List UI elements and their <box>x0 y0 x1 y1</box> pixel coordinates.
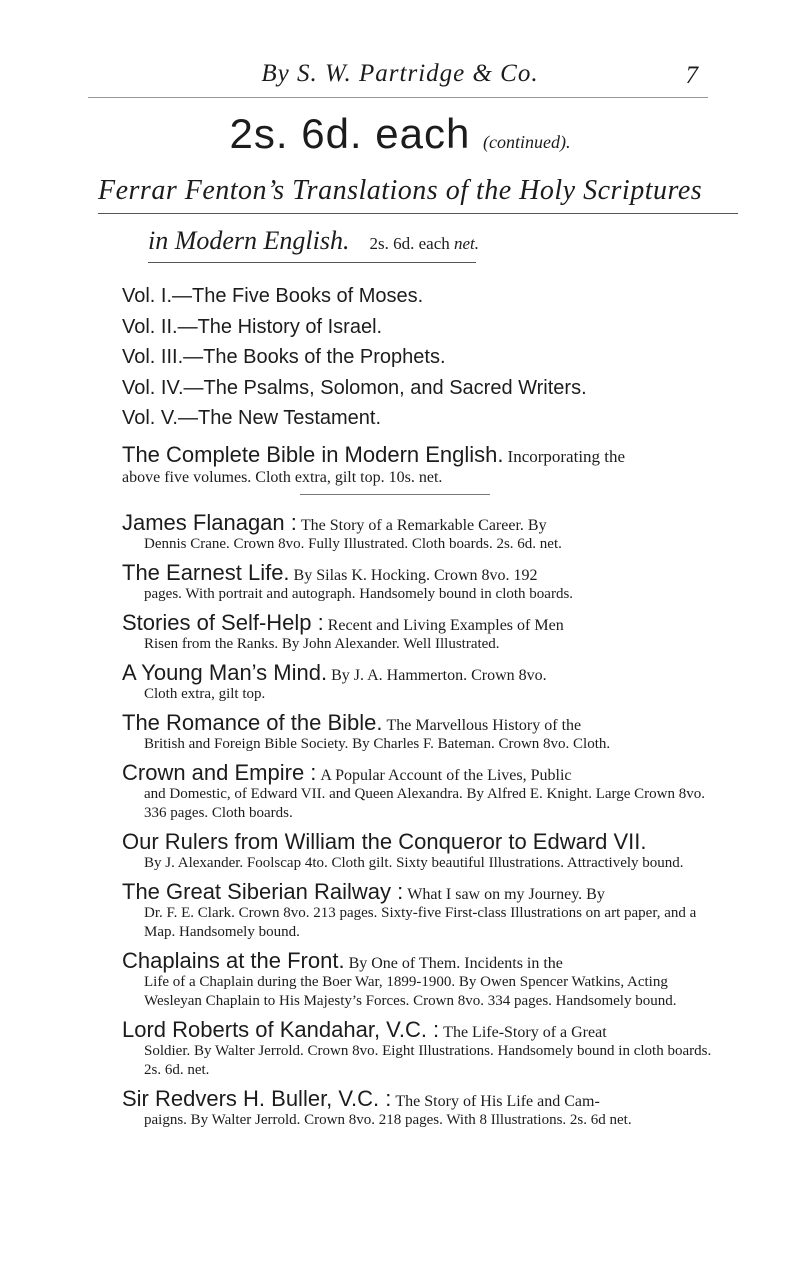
entry-description: paigns. By Walter Jerrold. Crown 8vo. 218 pages. With 8 Illustrations. 2s. 6d net. <box>144 1112 632 1128</box>
entry-heading-rest: The Marvellous History of the <box>386 717 582 734</box>
entry-heading-rest: By J. A. Hammerton. Crown 8vo. <box>331 667 547 684</box>
entry-heading-rest: By One of Them. Incidents in the <box>348 955 563 972</box>
entry-heading-rest: By Silas K. Hocking. Crown 8vo. 192 <box>293 567 538 584</box>
series-price <box>370 234 480 253</box>
volume-item: Vol. IV.—The Psalms, Solomon, and Sacred Writers. <box>122 376 587 399</box>
entry-description: pages. With portrait and autograph. Handsomely bound in cloth boards. <box>144 586 574 602</box>
running-head: By S. W. Partridge & Co. <box>261 60 539 87</box>
book-entry <box>122 560 722 604</box>
entry-description: British and Foreign Bible Society. By Charles F. Bateman. Crown 8vo. Cloth. <box>144 736 611 752</box>
book-entry <box>122 1086 722 1130</box>
entry-description: Dennis Crane. Crown 8vo. Fully Illustrated. Cloth boards. 2s. 6d. net. <box>144 536 562 552</box>
entry-description: Cloth extra, gilt top. <box>144 686 266 702</box>
book-entry <box>122 660 722 704</box>
header-divider <box>88 97 708 98</box>
volume-item: Vol. V.—The New Testament. <box>122 407 382 429</box>
series-title-rule <box>98 213 738 214</box>
entry-heading-rest: The Story of His Life and Cam- <box>395 1093 600 1110</box>
entry-description: above five volumes. Cloth extra, gilt top. 10s. net. <box>122 469 443 486</box>
book-entry <box>122 948 722 1011</box>
book-entry <box>122 829 722 873</box>
complete-bible-entry <box>122 442 722 488</box>
entry-heading: Chaplains at the Front. <box>122 948 345 973</box>
entry-description: Soldier. By Walter Jerrold. Crown 8vo. Eight Illustrations. Handsomely bound in cloth boards. 2s. 6d. net. <box>144 1043 712 1078</box>
entry-description: Life of a Chaplain during the Boer War, 1899-1900. By Owen Spencer Watkins, Acting Wesleyan Chaplain to His Majesty’s Forces. Crown 8vo. 334 pages. Handsomely bound. <box>144 974 677 1009</box>
series-title: Ferrar Fenton’s Translations of the Holy Scriptures <box>98 175 703 206</box>
volume-item: Vol. I.—The Five Books of Moses. <box>122 285 424 307</box>
entry-heading-rest: The Story of a Remarkable Career. By <box>300 517 547 534</box>
entry-heading: The Romance of the Bible. <box>122 710 383 735</box>
entry-heading: Our Rulers from William the Conqueror to Edward VII. <box>122 829 647 854</box>
entry-heading-rest: Recent and Living Examples of Men <box>327 617 564 634</box>
book-entry <box>122 610 722 654</box>
entry-description: Dr. F. E. Clark. Crown 8vo. 213 pages. Sixty-five First-class Illustrations on art paper, and a Map. Handsomely bound. <box>144 905 697 940</box>
entry-heading-rest: A Popular Account of the Lives, Public <box>320 767 572 784</box>
price-heading-note: (continued). <box>483 132 571 152</box>
entry-description: Risen from the Ranks. By John Alexander. Well Illustrated. <box>144 636 500 652</box>
entry-description: and Domestic, of Edward VII. and Queen Alexandra. By Alfred E. Knight. Large Crown 8vo. 336 pages. Cloth boards. <box>144 786 705 821</box>
entry-heading: Lord Roberts of Kandahar, V.C. : <box>122 1017 440 1042</box>
price-heading-label: 2s. 6d. each <box>229 110 471 157</box>
entry-heading: Sir Redvers H. Buller, V.C. : <box>122 1086 392 1111</box>
entry-heading-rest: The Life-Story of a Great <box>443 1024 607 1041</box>
book-entry <box>122 710 722 754</box>
book-entry <box>122 760 722 823</box>
volume-item: Vol. III.—The Books of the Prophets. <box>122 346 446 368</box>
book-entry <box>122 1017 722 1080</box>
book-entry <box>122 510 722 554</box>
section-divider <box>300 494 490 495</box>
volume-item: Vol. II.—The History of Israel. <box>122 315 383 338</box>
entry-heading: The Complete Bible in Modern English. <box>122 442 504 467</box>
series-subtitle-line <box>148 226 479 256</box>
series-subtitle: in Modern English. <box>148 226 350 255</box>
series-subtitle-rule <box>148 262 476 263</box>
series-price-suffix: net. <box>454 234 480 253</box>
entry-heading: James Flanagan : <box>122 510 297 535</box>
page-number: 7 <box>685 62 698 89</box>
book-entry <box>122 879 722 942</box>
entry-heading: A Young Man’s Mind. <box>122 660 328 685</box>
entry-heading-rest: What I saw on my Journey. By <box>407 886 605 903</box>
book-entry-list <box>122 510 722 1136</box>
entry-heading: Stories of Self-Help : <box>122 610 324 635</box>
entry-heading: The Earnest Life. <box>122 560 290 585</box>
price-heading <box>0 110 800 158</box>
entry-description: By J. Alexander. Foolscap 4to. Cloth gilt. Sixty beautiful Illustrations. Attractively bound. <box>144 855 684 871</box>
entry-heading: Crown and Empire : <box>122 760 317 785</box>
volume-list <box>122 281 587 434</box>
entry-heading: The Great Siberian Railway : <box>122 879 404 904</box>
series-price-amount: 2s. 6d. each <box>369 234 450 253</box>
entry-heading-rest: Incorporating the <box>507 447 626 466</box>
